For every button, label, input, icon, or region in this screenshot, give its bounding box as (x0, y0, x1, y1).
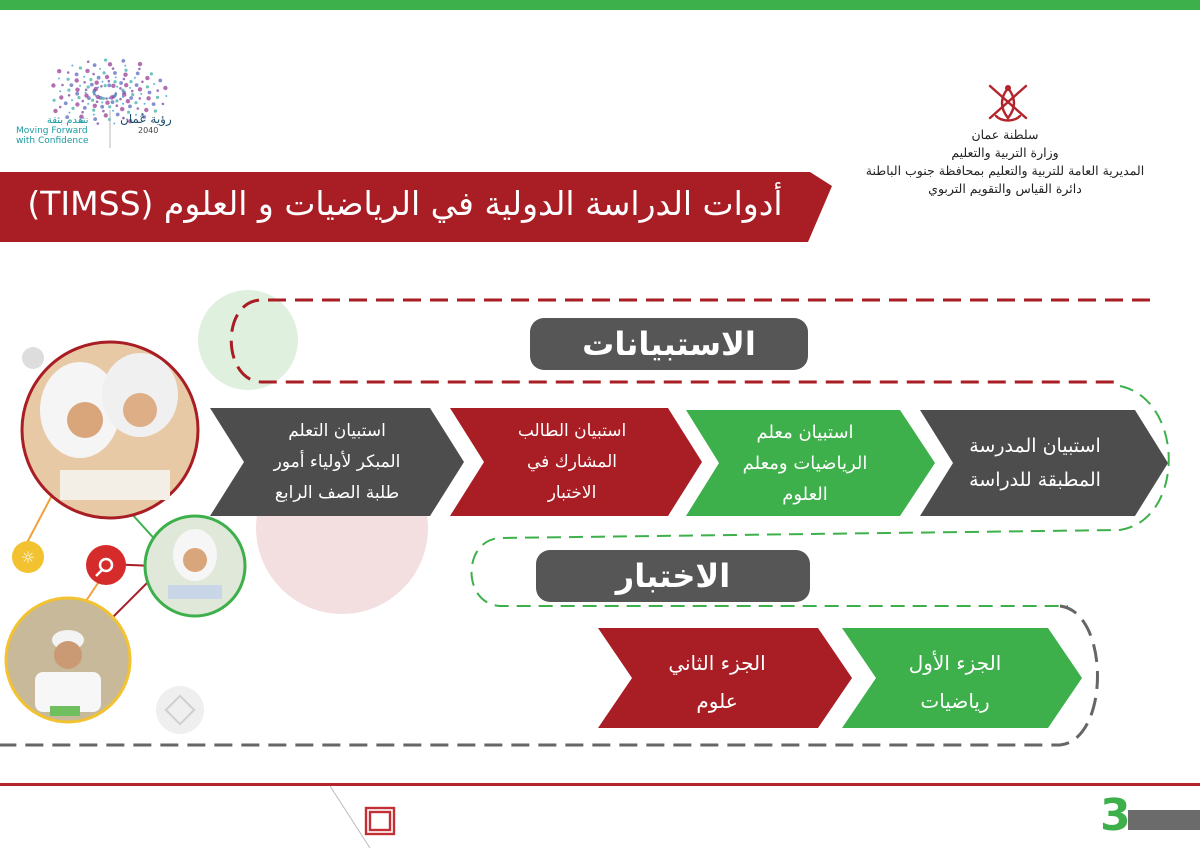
teacher-q-line-1: استبيان معلم (756, 421, 854, 443)
teacher-q-line-3: العلوم (782, 483, 828, 505)
photo-girls-reading (22, 342, 198, 518)
early-learning-questionnaire-label (232, 408, 442, 516)
footer-logo-icon (330, 786, 420, 848)
part1-line-1: الجزء الأول (908, 651, 1002, 675)
svg-text:☼: ☼ (20, 548, 36, 567)
vision-logo-name: رؤية عُمان (120, 112, 172, 126)
school-q-line-1: استبيان المدرسة (969, 435, 1101, 457)
teacher-q-line-2: الرياضيات ومعلم (742, 452, 868, 474)
part2-line-2: علوم (696, 689, 738, 713)
decorative-pattern-icon (156, 686, 204, 734)
student-questionnaire-label (462, 408, 682, 516)
test-heading: الاختبار (536, 550, 810, 602)
vision-slogan-en-1: Moving Forward (16, 126, 88, 136)
student-q-line-3: الاختبار (547, 482, 597, 503)
part2-line-1: الجزء الثاني (668, 651, 766, 675)
school-q-line-2: المطبقة للدراسة (969, 469, 1101, 491)
student-q-line-1: استبيان الطالب (517, 420, 627, 441)
questionnaires-heading: الاستبيانات (530, 318, 808, 370)
footer-line (0, 783, 1200, 786)
ministry-line-3: المديرية العامة للتربية والتعليم بمحافظة جنوب الباطنة (865, 163, 1145, 178)
footer-gray-tab (1128, 810, 1200, 830)
test-part-1-label (855, 636, 1055, 728)
student-q-line-2: المشارك في (527, 451, 617, 472)
vision-logo-year: 2040 (138, 126, 159, 135)
early-q-line-2: المبكر لأولياء أمور (273, 451, 401, 472)
ministry-line-1: سلطنة عمان (971, 127, 1039, 142)
vision-slogan-en-2: with Confidence (16, 136, 89, 146)
part1-line-2: رياضيات (920, 689, 990, 713)
early-q-line-1: استبيان التعلم (288, 420, 386, 441)
ministry-line-2: وزارة التربية والتعليم (951, 145, 1059, 160)
magnifier-icon (86, 545, 126, 585)
photo-teacher (6, 598, 130, 722)
school-questionnaire-label (935, 410, 1135, 516)
photo-collage (0, 340, 260, 760)
teacher-questionnaire-label (700, 410, 910, 516)
photo-girl-smiling (145, 516, 245, 616)
page-number: 3 (1100, 790, 1131, 841)
early-q-line-3: طلبة الصف الرابع (274, 482, 400, 503)
vision-slogan-ar: نتقدم بثقة (46, 115, 89, 126)
ministry-line-4: دائرة القياس والتقويم التربوي (928, 181, 1082, 196)
page-title: أدوات الدراسة الدولية في الرياضيات و العلوم (TIMSS) (27, 184, 783, 223)
test-part-2-label (612, 636, 822, 728)
